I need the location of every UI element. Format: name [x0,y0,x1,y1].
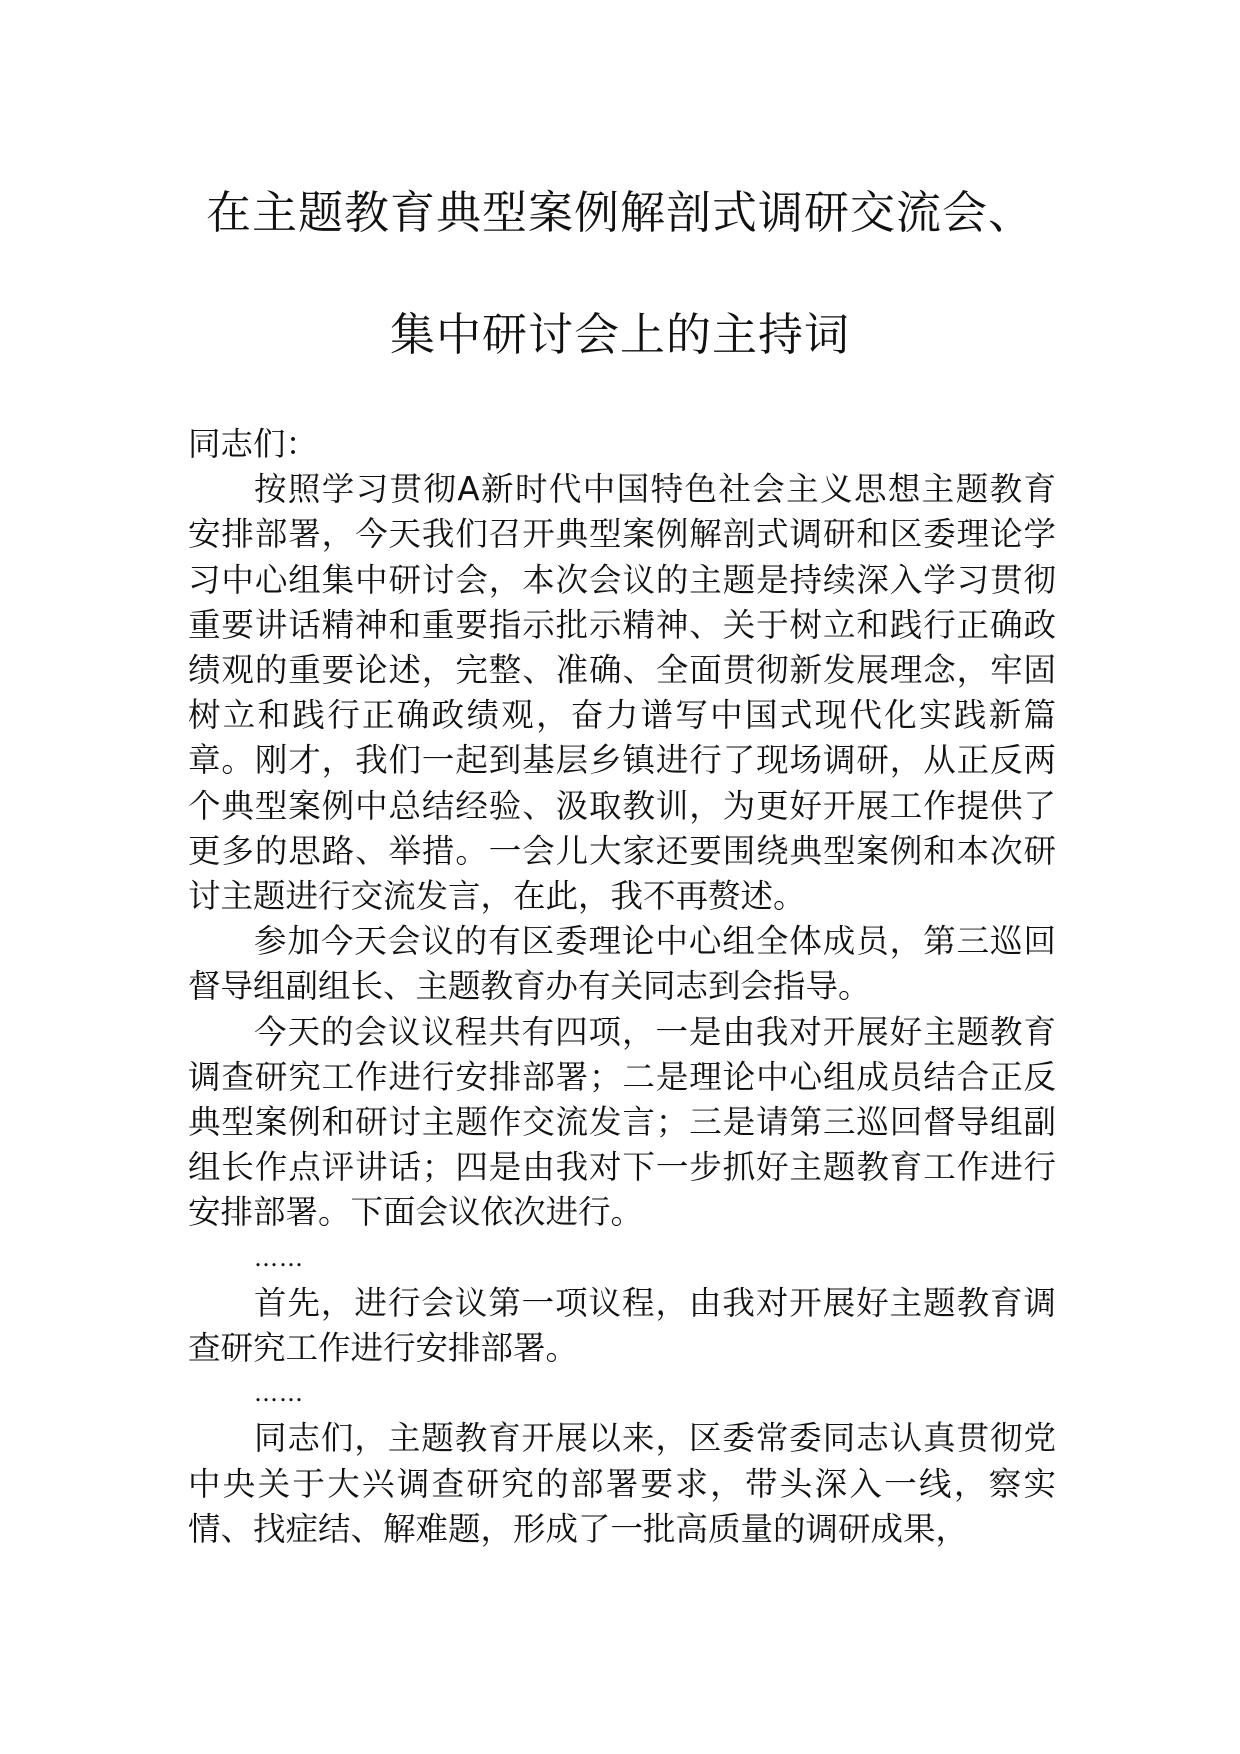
paragraph-intro: 按照学习贯彻A新时代中国特色社会主义思想主题教育安排部署，今天我们召开典型案例解剖式调研和区委理论学习中心组集中研讨会，本次会议的主题是持续深入学习贯彻重要讲话精神和重要指示批示精神、关于树立和践行正确政绩观的重要论述，完整、准确、全面贯彻新发展理念，牢固树立和践行正确政绩观，奋力谱写中国式现代化实践新篇章。刚才，我们一起到基层乡镇进行了现场调研，从正反两个典型案例中总结经验、汲取教训，为更好开展工作提供了更多的思路、举措。一会儿大家还要围绕典型案例和本次研讨主题进行交流发言，在此，我不再赘述。 [188,470,1056,916]
paragraph-agenda: 今天的会议议程共有四项，一是由我对开展好主题教育调查研究工作进行安排部署；二是理论中心组成员结合正反典型案例和研讨主题作交流发言；三是请第三巡回督导组副组长作点评讲话；四是由我对下一步抓好主题教育工作进行安排部署。下面会议依次进行。 [188,1012,1056,1232]
document-title-line-2: 集中研讨会上的主持词 [389,308,850,361]
ellipsis-1: …… [254,1243,304,1272]
ellipsis-2: …… [254,1379,304,1408]
paragraph-first-item: 首先，进行会议第一项议程，由我对开展好主题教育调查研究工作进行安排部署。 [188,1283,1056,1368]
document-body [188,422,1056,1552]
paragraph-attendees: 参加今天会议的有区委理论中心组全体成员，第三巡回督导组副组长、主题教育办有关同志到会指导。 [188,922,1056,1006]
document-title-line-1: 在主题教育典型案例解剖式调研交流会、 [205,186,1034,239]
paragraph-summary: 同志们，主题教育开展以来，区委常委同志认真贯彻党中央关于大兴调查研究的部署要求，带头深入一线，察实情、找症结、解难题，形成了一批高质量的调研成果， [188,1419,1056,1548]
salutation: 同志们： [188,425,319,463]
